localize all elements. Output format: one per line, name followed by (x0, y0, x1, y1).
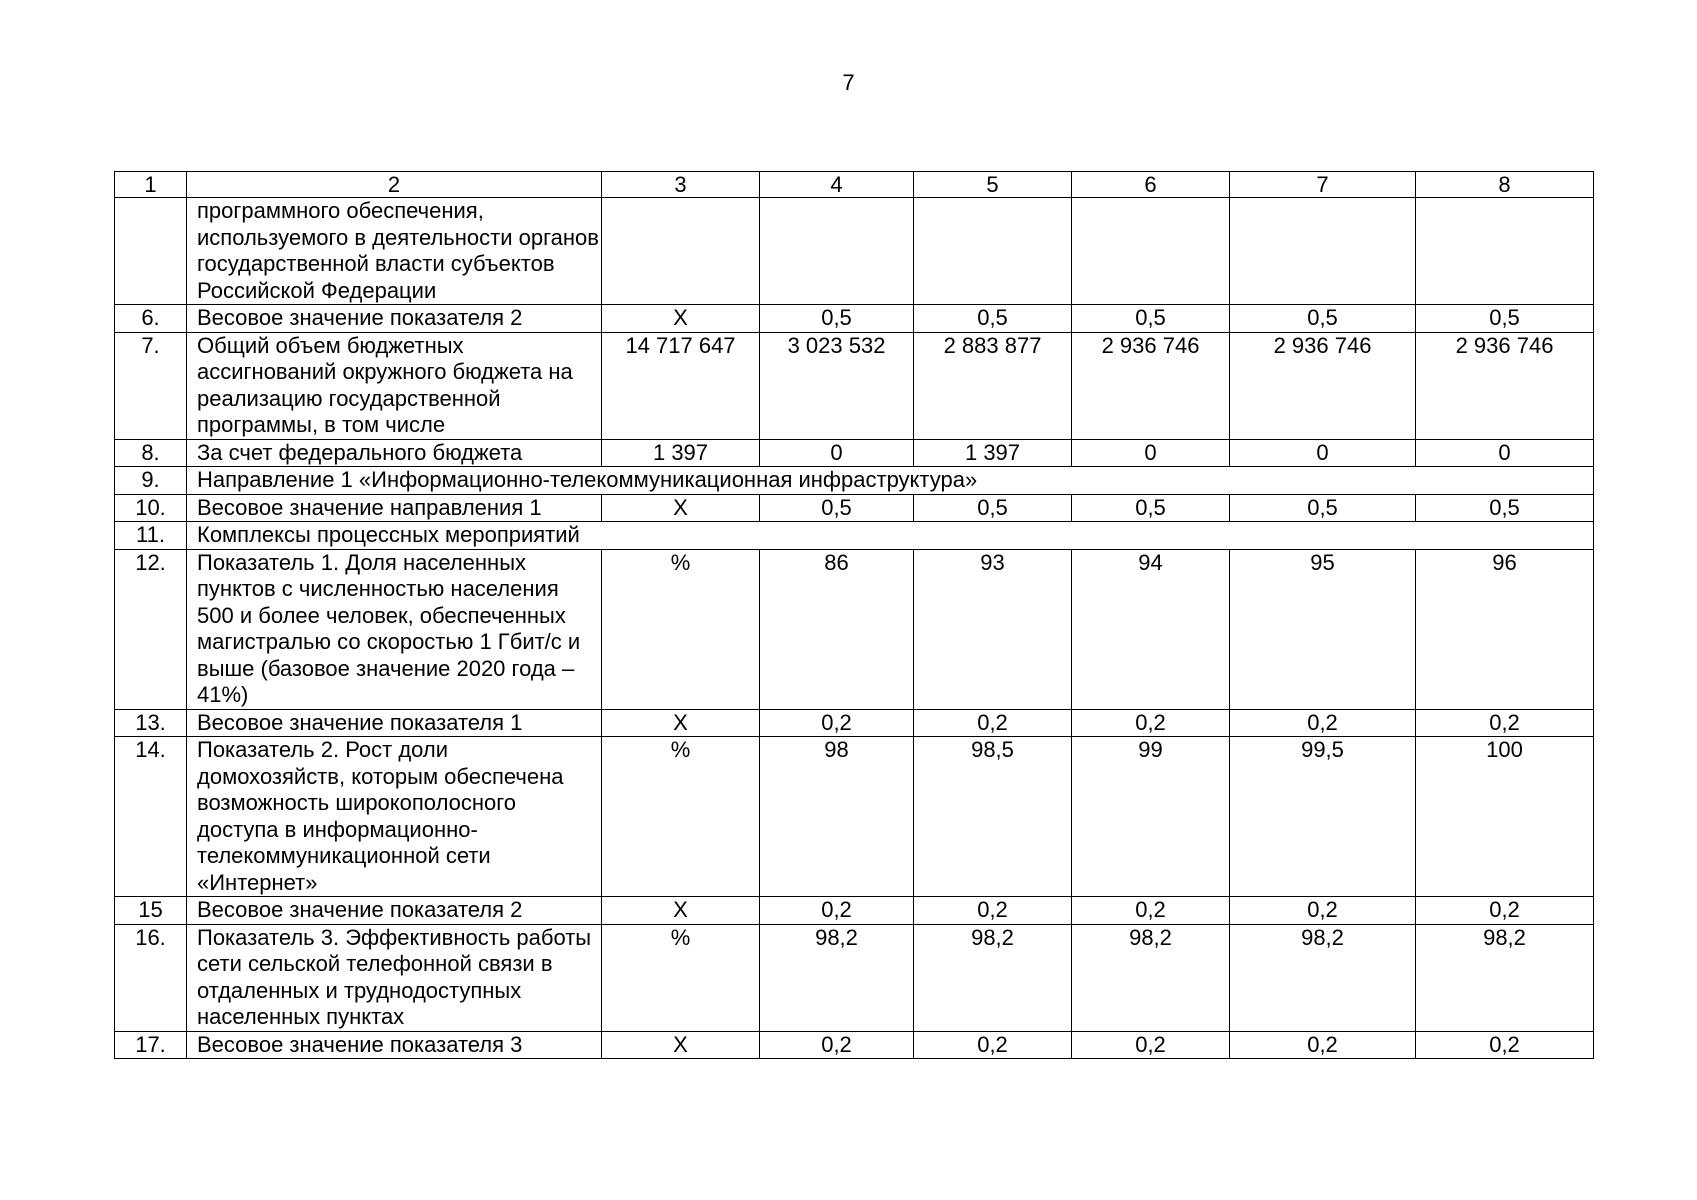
row-number: 10. (115, 494, 187, 522)
value-cell: 0,2 (1072, 1031, 1230, 1059)
value-cell: 0,5 (1230, 305, 1416, 333)
value-cell: Х (602, 709, 760, 737)
header-cell: 7 (1230, 172, 1416, 198)
indicator-name: Весовое значение направления 1 (187, 494, 602, 522)
value-cell: 0,2 (760, 897, 914, 925)
value-cell: 0,5 (760, 494, 914, 522)
indicator-name: Показатель 3. Эффективность работы сети сельской телефонной связи в отдаленных и труднодоступных населенных пунктах (187, 924, 602, 1031)
value-cell: 0,5 (760, 305, 914, 333)
indicator-name: Весовое значение показателя 2 (187, 897, 602, 925)
value-cell: 0,5 (1416, 494, 1594, 522)
table-row (115, 467, 1594, 495)
value-cell: 98,2 (914, 924, 1072, 1031)
value-cell: 3 023 532 (760, 332, 914, 439)
value-cell: 0,5 (914, 494, 1072, 522)
value-cell: 0,2 (1230, 709, 1416, 737)
value-cell: 95 (1230, 549, 1416, 709)
indicator-name: Весовое значение показателя 3 (187, 1031, 602, 1059)
table-row (115, 1031, 1594, 1059)
table-row (115, 198, 1594, 305)
value-cell: 99 (1072, 737, 1230, 897)
header-cell: 2 (187, 172, 602, 198)
value-cell: 2 936 746 (1230, 332, 1416, 439)
indicator-name: Показатель 1. Доля населенных пунктов с численностью населения 500 и более человек, обеспеченных магистралью со скоростью 1 Гбит/с и выше (базовое значение 2020 года – 41%) (187, 549, 602, 709)
value-cell (1230, 198, 1416, 305)
value-cell: 0 (760, 439, 914, 467)
value-cell: 0,5 (1072, 494, 1230, 522)
value-cell (1072, 198, 1230, 305)
value-cell: 0,2 (1416, 1031, 1594, 1059)
row-number: 8. (115, 439, 187, 467)
value-cell: 98,2 (1230, 924, 1416, 1031)
value-cell: 0,2 (914, 897, 1072, 925)
value-cell: 0,2 (1230, 897, 1416, 925)
value-cell (760, 198, 914, 305)
row-number: 12. (115, 549, 187, 709)
table-row (115, 305, 1594, 333)
value-cell: Х (602, 494, 760, 522)
row-number: 15 (115, 897, 187, 925)
value-cell: 0,2 (1072, 709, 1230, 737)
value-cell: 100 (1416, 737, 1594, 897)
header-cell: 5 (914, 172, 1072, 198)
value-cell: 86 (760, 549, 914, 709)
value-cell: % (602, 737, 760, 897)
value-cell: 0,5 (914, 305, 1072, 333)
row-number: 11. (115, 522, 187, 550)
value-cell: Х (602, 897, 760, 925)
row-number: 9. (115, 467, 187, 495)
value-cell: 2 883 877 (914, 332, 1072, 439)
value-cell: % (602, 924, 760, 1031)
header-cell: 8 (1416, 172, 1594, 198)
indicator-name: Общий объем бюджетных ассигнований окружного бюджета на реализацию государственной программы, в том числе (187, 332, 602, 439)
value-cell (1416, 198, 1594, 305)
value-cell: 0 (1230, 439, 1416, 467)
header-cell: 6 (1072, 172, 1230, 198)
value-cell: 0,2 (1072, 897, 1230, 925)
value-cell: 98,2 (1416, 924, 1594, 1031)
row-number: 16. (115, 924, 187, 1031)
value-cell: 0,2 (1416, 709, 1594, 737)
value-cell: 0,2 (760, 709, 914, 737)
row-number: 13. (115, 709, 187, 737)
table-row (115, 737, 1594, 897)
value-cell: 98,2 (1072, 924, 1230, 1031)
table-row (115, 494, 1594, 522)
header-cell: 3 (602, 172, 760, 198)
indicator-name: За счет федерального бюджета (187, 439, 602, 467)
indicator-name: Весовое значение показателя 2 (187, 305, 602, 333)
value-cell: 0,2 (1416, 897, 1594, 925)
value-cell: 0,2 (914, 1031, 1072, 1059)
value-cell: 0,2 (1230, 1031, 1416, 1059)
value-cell: 0,5 (1230, 494, 1416, 522)
table-row (115, 709, 1594, 737)
table-row (115, 522, 1594, 550)
header-cell: 1 (115, 172, 187, 198)
value-cell: 98,5 (914, 737, 1072, 897)
row-number: 17. (115, 1031, 187, 1059)
value-cell: % (602, 549, 760, 709)
value-cell: 1 397 (914, 439, 1072, 467)
indicator-name: Показатель 2. Рост доли домохозяйств, которым обеспечена возможность широкополосного доступа в информационно-телекоммуникационной сети «Интернет» (187, 737, 602, 897)
value-cell: 14 717 647 (602, 332, 760, 439)
page-number: 7 (842, 70, 855, 95)
value-cell: 2 936 746 (1072, 332, 1230, 439)
value-cell (914, 198, 1072, 305)
value-cell: 98,2 (760, 924, 914, 1031)
indicator-name: Весовое значение показателя 1 (187, 709, 602, 737)
section-title: Направление 1 «Информационно-телекоммуникационная инфраструктура» (187, 467, 1594, 495)
table-row (115, 332, 1594, 439)
table-row (115, 924, 1594, 1031)
value-cell: Х (602, 305, 760, 333)
value-cell: 99,5 (1230, 737, 1416, 897)
value-cell: 96 (1416, 549, 1594, 709)
row-number: 7. (115, 332, 187, 439)
value-cell: 1 397 (602, 439, 760, 467)
value-cell: 94 (1072, 549, 1230, 709)
table-row (115, 439, 1594, 467)
value-cell: 0 (1072, 439, 1230, 467)
table-row (115, 549, 1594, 709)
value-cell: 93 (914, 549, 1072, 709)
value-cell: 0,2 (760, 1031, 914, 1059)
row-number: 14. (115, 737, 187, 897)
value-cell: 98 (760, 737, 914, 897)
row-number (115, 198, 187, 305)
row-number: 6. (115, 305, 187, 333)
header-cell: 4 (760, 172, 914, 198)
value-cell: Х (602, 1031, 760, 1059)
indicators-table (114, 171, 1594, 1059)
value-cell: 0,5 (1416, 305, 1594, 333)
value-cell: 0 (1416, 439, 1594, 467)
indicator-name: программного обеспечения, используемого в деятельности органов государственной власти субъектов Российской Федерации (187, 198, 602, 305)
table-row (115, 897, 1594, 925)
value-cell (602, 198, 760, 305)
value-cell: 0,5 (1072, 305, 1230, 333)
value-cell: 2 936 746 (1416, 332, 1594, 439)
table-header-row (115, 172, 1594, 198)
value-cell: 0,2 (914, 709, 1072, 737)
section-title: Комплексы процессных мероприятий (187, 522, 1594, 550)
